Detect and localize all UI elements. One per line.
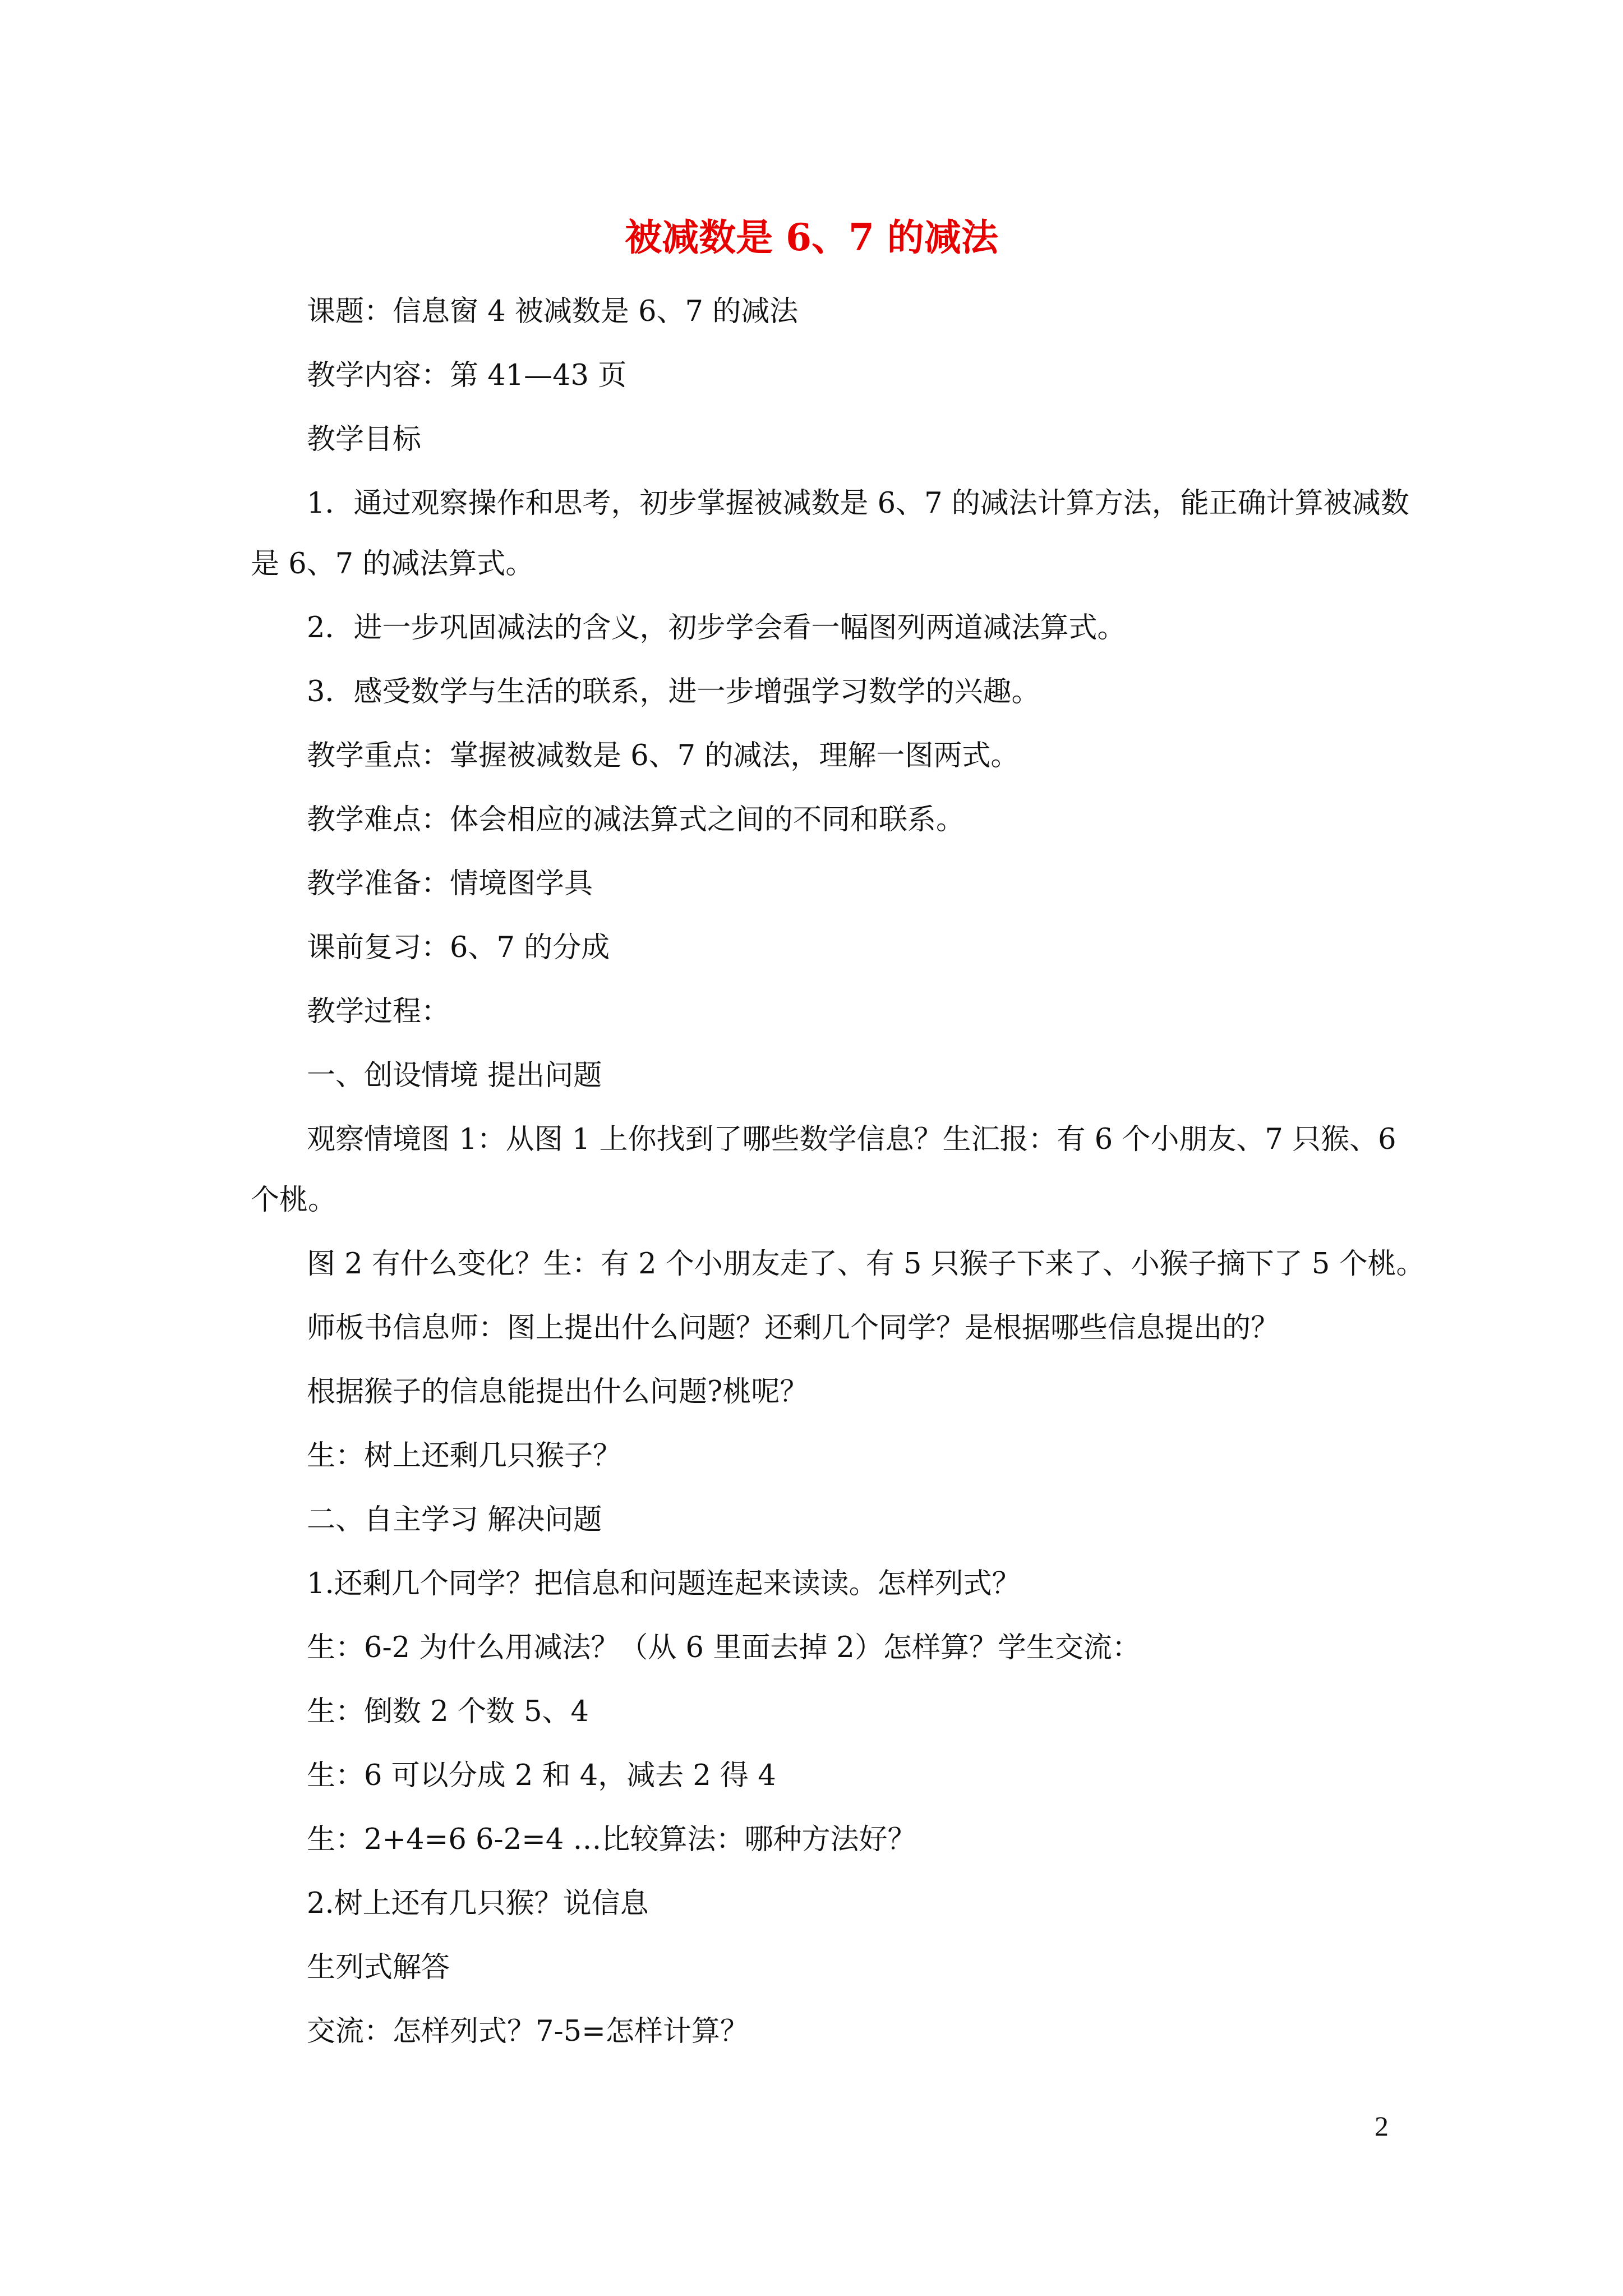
text-line-process-heading: 教学过程： <box>307 995 450 1028</box>
text-line-goals-heading: 教学目标 <box>307 423 422 456</box>
page-number: 2 <box>1375 2110 1389 2142</box>
text-line-step-1: 1.还剩几个同学？把信息和问题连起来读读。怎样列式？ <box>307 1567 1021 1600</box>
text-line-goal-1: 1．通过观察操作和思考，初步掌握被减数是 6、7 的减法计算方法，能正确计算被减数 <box>307 487 1409 520</box>
text-line-goal-1-cont: 是 6、7 的减法算式。 <box>251 547 534 581</box>
text-line-content: 教学内容：第 41—43 页 <box>307 359 627 392</box>
text-line-step-2: 2.树上还有几只猴？说信息 <box>307 1887 649 1920</box>
text-line-decompose: 生：6 可以分成 2 和 4，减去 2 得 4 <box>307 1759 776 1792</box>
text-line-goal-3: 3．感受数学与生活的联系，进一步增强学习数学的兴趣。 <box>307 675 1040 708</box>
text-line-monkey-question: 根据猴子的信息能提出什么问题?桃呢？ <box>307 1375 809 1409</box>
text-line-student-6-2: 生：6-2 为什么用减法？（从 6 里面去掉 2）怎样算？学生交流： <box>307 1631 1141 1664</box>
text-line-difficulty: 教学难点：体会相应的减法算式之间的不同和联系。 <box>307 803 965 836</box>
text-line-key-point: 教学重点：掌握被减数是 6、7 的减法，理解一图两式。 <box>307 739 1020 772</box>
text-line-compare: 生：2+4=6 6-2=4 …比较算法：哪种方法好？ <box>307 1823 916 1856</box>
text-line-section-1: 一、创设情境 提出问题 <box>307 1059 602 1092</box>
document-title: 被减数是 6、7 的减法 <box>625 215 998 259</box>
text-line-section-2: 二、自主学习 解决问题 <box>307 1503 602 1536</box>
text-line-review: 课前复习：6、7 的分成 <box>307 931 610 964</box>
text-line-observe-cont: 个桃。 <box>251 1184 337 1217</box>
text-line-goal-2: 2．进一步巩固减法的含义，初步学会看一幅图列两道减法算式。 <box>307 611 1126 645</box>
text-line-solve: 生列式解答 <box>307 1951 450 1984</box>
text-line-student-answer: 生：树上还剩几只猴子？ <box>307 1439 622 1473</box>
text-line-preparation: 教学准备：情境图学具 <box>307 867 593 900</box>
text-line-exchange: 交流：怎样列式？7-5=怎样计算？ <box>307 2015 749 2048</box>
text-line-observe: 观察情境图 1：从图 1 上你找到了哪些数学信息？生汇报：有 6 个小朋友、7 只猴、6 <box>307 1123 1396 1156</box>
text-line-teacher-board: 师板书信息师：图上提出什么问题？还剩几个同学？是根据哪些信息提出的？ <box>307 1312 1280 1345</box>
text-line-figure-2: 图 2 有什么变化？生：有 2 个小朋友走了、有 5 只猴子下来了、小猴子摘下了 5 个桃。 <box>307 1248 1425 1281</box>
document-body <box>251 292 1425 2076</box>
text-line-topic: 课题：信息窗 4 被减数是 6、7 的减法 <box>307 295 799 328</box>
text-line-count-back: 生：倒数 2 个数 5、4 <box>307 1695 589 1728</box>
